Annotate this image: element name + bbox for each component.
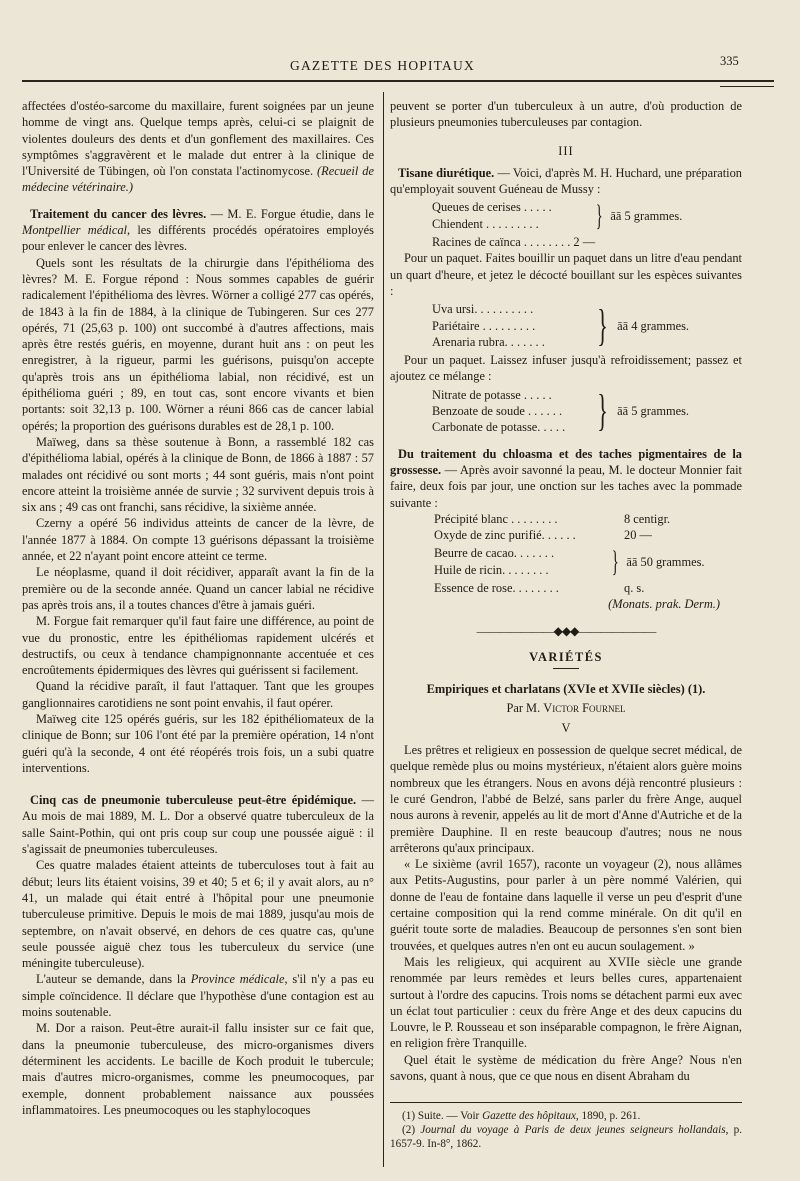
ingredient: Carbonate de potasse. . . . . [432, 420, 566, 435]
ingredient: Racines de caïnca . . . . . . . . 2 — [432, 235, 596, 250]
paragraph [22, 971, 374, 1020]
byline-prefix: Par M. [506, 700, 544, 715]
source-citation: (Recueil de médecine vétérinaire.) [22, 164, 374, 195]
ingredient: Queues de cerises . . . . . [432, 200, 552, 215]
ingredient-list [434, 545, 608, 578]
paragraph: Quel était le système de médication du frère Ange? Nous n'en savons, quant à nous, que ce que nous en disent Abraham du [390, 1052, 742, 1084]
footnote-text: , 1890, p. 261. [575, 1110, 641, 1123]
article-lead-rest: , les différents procédés opératoires employés pour enlever le cancer des lèvres. [22, 223, 374, 254]
article-lead: — M. E. Forgue étudie, dans le [206, 206, 375, 221]
header-rule-short [720, 86, 774, 87]
paragraph: « Le sixième (avril 1657), raconte un voyageur (2), nous allâmes aux Petits-Augustins, pour parler à un père nommé Valérien, qui donne de l'eau de fontaine dans laquelle il verse un peu d'esprit d'une certaine composition qui la rend comme minérale. On dit qu'il en guérit toute sorte de maladies. Beaucoup de personnes s'en sont bien trouvées, et quelques autres n'en ont eu aucun soulagement. » [390, 857, 742, 953]
paragraph: Quels sont les résultats de la chirurgie dans l'épithélioma des lèvres? M. E. Forgue répond : Nous sommes capables de guérir radicalement l'épithélioma des lèvres. Wörner a colligé 277 cas opérés, de 1843 à la fin de 1884, à la clinique de Tubingeren. Sur ces 277 opérés, 71 (25,63 p. 100) ont succombé à d'autres affections, mais après être restés guéris, en moyenne, durant huit ans : on peut les enregistrer, à la rigueur, parmi les guérisons, puisqu'on accepte qu'après trois ans un épithélioma labial, non récidivé, est un épithélioma guéri ; 89, en tout cas, sont encore vivants et bien portants: soit 32,13 p. 100. Wörner a réuni 866 cas de cancer labial opérés; la proportion des guérisons durables est de 28,1 p. 100. [22, 255, 374, 433]
dose: āā 5 grammes. [617, 404, 690, 419]
paragraph [22, 98, 374, 196]
paragraph-text: L'auteur se demande, dans la [36, 972, 191, 987]
journal-title: GAZETTE DES HOPITAUX [290, 58, 475, 73]
paragraph: Mais les religieux, qui acquirent au XVIIe siècle une grande renommée par leurs remèdes et leurs belles cures, appartenaient surtout à l'ordre des capucins. Trois noms se détachent parmi eux avec un éclat tout particulier : ceux du frère Ange et des deux capucins du Louvre, le P. Rousseau et son inséparable compagnon, le frère Aignan, en religion frère Tranquille. [390, 954, 742, 1051]
paragraph: M. Dor a raison. Peut-être aurait-il fallu insister sur ce fait que, dans la pneumonie tuberculeuse, des micro-organismes divers déterminent les accidents. Le bacille de Koch produit le tubercule; mais d'autres micro-organismes, comme les pneumocoques, par exemple, donnent probablement naissance aux poussées inflammatoires. Les pneumocoques ou les staphylocoques [22, 1021, 374, 1117]
ingredient: Essence de rose. . . . . . . . [434, 581, 559, 596]
article-title: Empiriques et charlatans (XVIe et XVIIe siècles) (1). [426, 682, 706, 697]
dose: āā 4 grammes. [617, 318, 690, 333]
ingredient: Nitrate de potasse . . . . . [432, 387, 552, 402]
article-lead: — Au mois de mai 1889, M. L. Dor a observé quatre tuberculeux de la salle Saint-Pothin, qui ont pris coup sur coup une poussée aiguë : il s'agissait de pneumonies tuberculeuses. [22, 793, 374, 857]
article-chloasma [390, 446, 742, 511]
ornament-divider: ———————◆◆◆——————— [476, 623, 656, 638]
ingredient: Oxyde de zinc purifié. . . . . . [434, 528, 576, 543]
paragraph: peuvent se porter d'un tuberculeux à un autre, d'où production de plusieurs pneumonies tuberculeuses par contagion. [390, 99, 742, 130]
header-rule [22, 80, 774, 82]
article-title: Traitement du cancer des lèvres. [30, 206, 207, 221]
journal-name: Province médicale [190, 972, 285, 987]
right-column [390, 98, 742, 1151]
brace-icon: } [611, 544, 619, 578]
dose: āā 50 grammes. [626, 554, 705, 569]
footnote-title: Gazette des hôpitaux [482, 1110, 576, 1123]
ingredient: Arenaria rubra. . . . . . . [432, 334, 545, 349]
paragraph: Le néoplasme, quand il doit récidiver, apparaît avant la fin de la première ou de la seconde année. Quand un cancer labial ne récidive pas après trois ans, il a toutes chances d'être à jamais guéri. [22, 565, 374, 612]
source-citation: (Monats. prak. Derm.) [608, 597, 720, 612]
paragraph: Pour un paquet. Faites bouillir un paquet dans un litre d'eau pendant un quart d'heure, et jetez le décocté bouillant sur les espèces suivantes : [390, 251, 742, 298]
page-header [0, 54, 800, 78]
article-pneumonie [22, 792, 374, 857]
ingredient: Benzoate de soude . . . . . . [432, 404, 563, 419]
ingredient-list [432, 387, 592, 436]
section-heading: VARIÉTÉS [529, 649, 603, 664]
article-title: Du traitement du chloasma et des taches pigmentaires de la grossesse. [390, 446, 742, 477]
ingredient-list [432, 301, 592, 350]
article-tisane [390, 165, 742, 198]
paragraph: Ces quatre malades étaient atteints de tuberculoses tout à fait au début; leurs lits étaient voisins, 39 et 40; 5 et 6; il y avait alors, au n° 41, un malade qui était entré à l'hôpital pour une pneumonie tuberculeuse primitive. Depuis le mois de mai 1889, jusqu'au mois de septembre, on n'avait observé, en dehors de ces quatre cas, qu'une seule poussée aiguë chez tous les tuberculeux du service (une méningite tuberculeuse). [22, 858, 374, 971]
byline [390, 700, 742, 716]
prescription-group [432, 199, 742, 232]
paragraph: Maïweg, dans sa thèse soutenue à Bonn, a rassemblé 182 cas d'épithélioma labial, opérés à la clinique de Bonn, de 1866 à 1887 : 57 malades ont récidivé ou sont morts ; 44 sont guéris, mais n'ont point encore atteint la troisième année de survie ; 32 survivent depuis trois à six ans ; 49 cas ont franchi, sans récidive, la sixième année. [22, 434, 374, 515]
article-lead: — Après avoir savonné la peau, M. le docteur Monnier fait faire, deux fois par jour, une onction sur les taches avec la pommade suivante : [390, 462, 742, 510]
footnote-text: (2) [402, 1124, 421, 1137]
paragraph-text: , s'il n'y a pas eu simple coïncidence. Il déclare que l'hypothèse d'une contagion est au moins soutenable. [22, 972, 374, 1020]
left-column [22, 98, 374, 1118]
paragraph: Maïweg cite 125 opérés guéris, sur les 182 épithéliomateux de la clinique de Bonn; sur 106 l'ont été par la première opération, 14 n'ont guéri qu'à la seconde, 4 ont été réopérés trois fois, un a subi quatre interventions. [22, 711, 374, 775]
paragraph-text: affectées d'ostéo-sarcome du maxillaire, furent soignées par un jeune homme de vingt ans. Quelque temps après, celui-ci se plaignit de violentes douleurs des dents et d'un gonflement des maxillaires. Ces symptômes s'aggravèrent et le malade dut entrer à la clinique de l'Université de Tübingen, où l'on constata l'actinomycose. [22, 99, 374, 179]
prescription-group [432, 387, 742, 436]
paragraph: Czerny a opéré 56 individus atteints de cancer de la lèvre, de l'année 1877 à 1884. On compte 13 guérisons dépassant la troisième année, et 22 n'ayant point encore atteint ce terme. [22, 516, 374, 564]
footnote-text: , p. 1657-9. In-8°, 1862. [390, 1124, 743, 1151]
article-lead: — Voici, d'après M. H. Huchard, une préparation qu'employait souvent Guéneau de Mussy : [390, 165, 742, 197]
ingredient: Pariétaire . . . . . . . . . [432, 318, 536, 333]
ingredient: Huile de ricin. . . . . . . . [434, 562, 549, 577]
author-name: Victor Fournel [543, 700, 626, 715]
dose: āā 5 grammes. [610, 208, 683, 223]
ingredient-row [434, 580, 742, 596]
paragraph: Quand la récidive paraît, il faut l'attaquer. Tant que les groupes ganglionnaires carotidiens ne sont point envahis, il faut opérer. [22, 679, 374, 710]
page-number: 335 [720, 54, 739, 68]
ingredient-list [432, 199, 592, 232]
quantity: q. s. [624, 581, 645, 596]
paragraph: Les prêtres et religieux en possession de quelque secret médical, de quelque remède plus ou moins mystérieux, n'étaient alors guère moins nombreux que les étrangers. Nous en avons déjà rencontré plusieurs : le curé Gendron, l'abbé de Belzé, sans parler du frère Ange, auquel nous aurons à revenir, appelés au lit de mort d'Anne d'Autriche et de la première Dauphine. Il en reste beaucoup d'autres; nous ne nous arrêterons qu'aux principaux. [390, 743, 742, 855]
short-rule [553, 668, 579, 669]
prescription-group [432, 301, 742, 350]
journal-name: Montpellier médical [22, 223, 127, 238]
footnote [390, 1123, 742, 1151]
ingredient-row [434, 511, 742, 527]
quantity: 20 — [624, 528, 652, 543]
footnote-text: (1) Suite. — Voir [402, 1110, 483, 1123]
chapter-number: V [561, 720, 571, 735]
brace-icon: } [595, 198, 603, 232]
section-number: III [558, 143, 574, 158]
column-divider [383, 92, 384, 1167]
article-title: Tisane diurétique. [398, 165, 495, 180]
ingredient: Uva ursi. . . . . . . . . . [432, 302, 534, 317]
ingredient-row [434, 527, 742, 543]
brace-icon: } [597, 386, 608, 436]
brace-icon: } [597, 300, 608, 350]
paragraph: M. Forgue fait remarquer qu'il faut faire une différence, au point de vue du pronostic, entre les épithéliomas rapidement ulcérés et destructifs, ou ceux à tendance champignonnante accentuée et ces encroûtements épidermiques des lèvres qui guérissent si facilement. [22, 614, 374, 678]
paragraph: Pour un paquet. Laissez infuser jusqu'à refroidissement; passez et ajoutez ce mélange : [390, 353, 742, 384]
quantity: 8 centigr. [624, 511, 671, 526]
footnotes [390, 1102, 742, 1151]
ingredient: Chiendent . . . . . . . . . [432, 216, 539, 231]
article-cancer-levres [22, 206, 374, 255]
prescription-group [434, 545, 742, 578]
article-title: Cinq cas de pneumonie tuberculeuse peut-être épidémique. [30, 793, 357, 808]
footnote-title: Journal du voyage à Paris de deux jeunes seigneurs hollandais [420, 1124, 726, 1137]
ingredient: Beurre de cacao. . . . . . . [434, 546, 555, 561]
footnote [390, 1109, 742, 1123]
ingredient: Précipité blanc . . . . . . . . [434, 511, 558, 526]
